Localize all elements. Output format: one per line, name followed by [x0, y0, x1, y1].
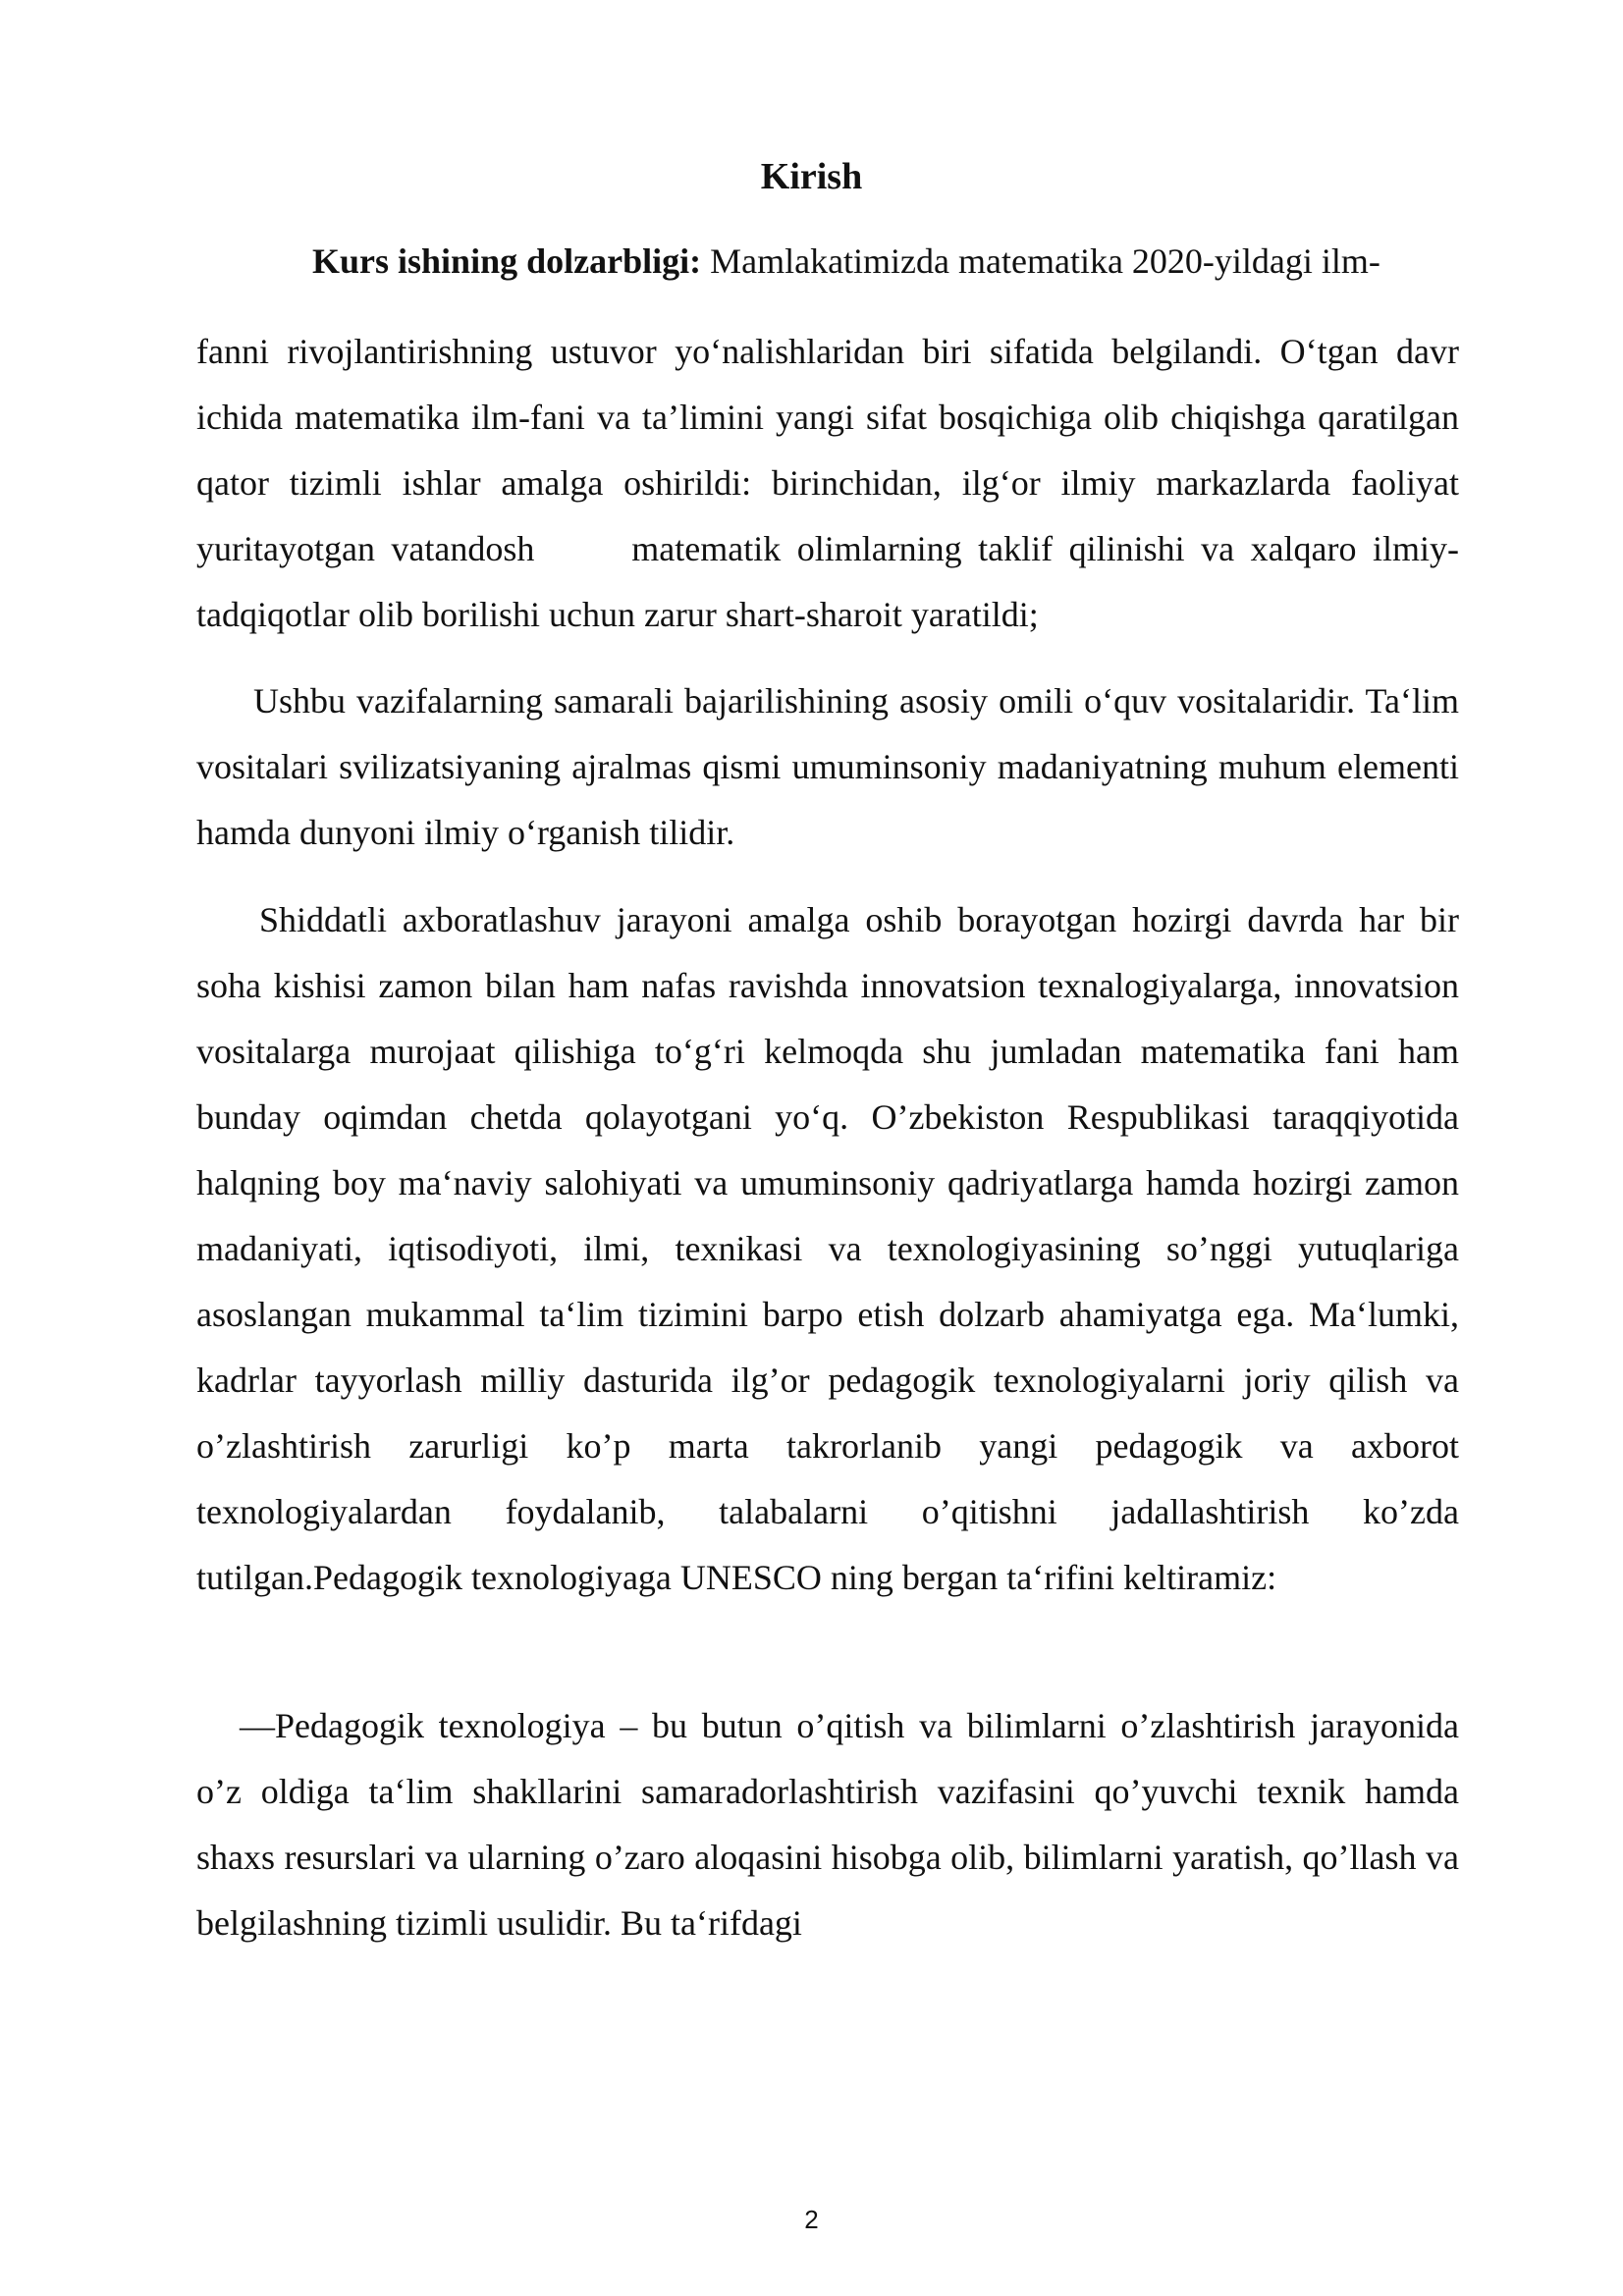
intro-lead-text: Mamlakatimizda matematika 2020-yildagi ilm- — [701, 241, 1380, 281]
intro-lead-line — [312, 234, 1461, 289]
intro-paragraph-continuation: fanni rivojlantirishning ustuvor yo‘nalishlaridan biri sifatida belgilandi. O‘tgan davr ichida matematika ilm-fani va ta’limini yangi sifat bosqichiga olib chiqishga qaratilgan qator tizimli ishlar amalga oshirildi: birinchidan, ilg‘or ilmiy markazlarda faoliyat yuritayotgan vatandosh matematik olimlarning taklif qilinishi va xalqaro ilmiy-tadqiqotlar olib borilishi uchun zarur shart-sharoit yaratildi; — [196, 332, 1468, 634]
page-number: 2 — [804, 2205, 819, 2234]
page-heading: Kirish — [760, 156, 863, 197]
paragraph-vazifalar: Ushbu vazifalarning samarali bajarilishining asosiy omili o‘quv vositalaridir. Ta‘lim vositalari svilizatsiyaning ajralmas qismi umuminsoniy madaniyatning muhum elementi hamda dunyoni ilmiy o‘rganish tilidir. — [196, 681, 1459, 852]
paragraph-definition-quote: ―Pedagogik texnologiya – bu butun o’qitish va bilimlarni o’zlashtirish jarayonida o’z oldiga ta‘lim shakllarini samaradorlashtirish vazifasini qo’yuvchi texnik hamda shaxs resurslari va ularning o’zaro aloqasini hisobga olib, bilimlarni yaratish, qo’llash va belgilashning tizimli usulidir. Bu ta‘rifdagi — [196, 1706, 1459, 1943]
paragraph-axboratlashuv: Shiddatli axboratlashuv jarayoni amalga oshib borayotgan hozirgi davrda har bir soha kishisi zamon bilan ham nafas ravishda innovatsion texnalogiyalarga, innovatsion vositalarga murojaat qilishiga to‘g‘ri kelmoqda shu jumladan matematika fani ham bunday oqimdan chetda qolayotgani yo‘q. O’zbekiston Respublikasi taraqqiyotida halqning boy ma‘naviy salohiyati va umuminsoniy qadriyatlarga hamda hozirgi zamon madaniyati, iqtisodiyoti, ilmi, texnikasi va texnologiyasining so’nggi yutuqlariga asoslangan mukammal ta‘lim tizimini barpo etish dolzarb ahamiyatga ega. Ma‘lumki, kadrlar tayyorlash milliy dasturida ilg’or pedagogik texnologiyalarni joriy qilish va o’zlashtirish zarurligi ko’p marta takrorlanib yangi pedagogik va axborot texnologiyalardan foydalanib, talabalarni o’qitishni jadallashtirish ko’zda tutilgan.Pedagogik texnologiyaga UNESCO ning bergan ta‘rifini keltiramiz: — [196, 900, 1459, 1597]
intro-lead-bold: Kurs ishining dolzarbligi: — [312, 241, 702, 281]
